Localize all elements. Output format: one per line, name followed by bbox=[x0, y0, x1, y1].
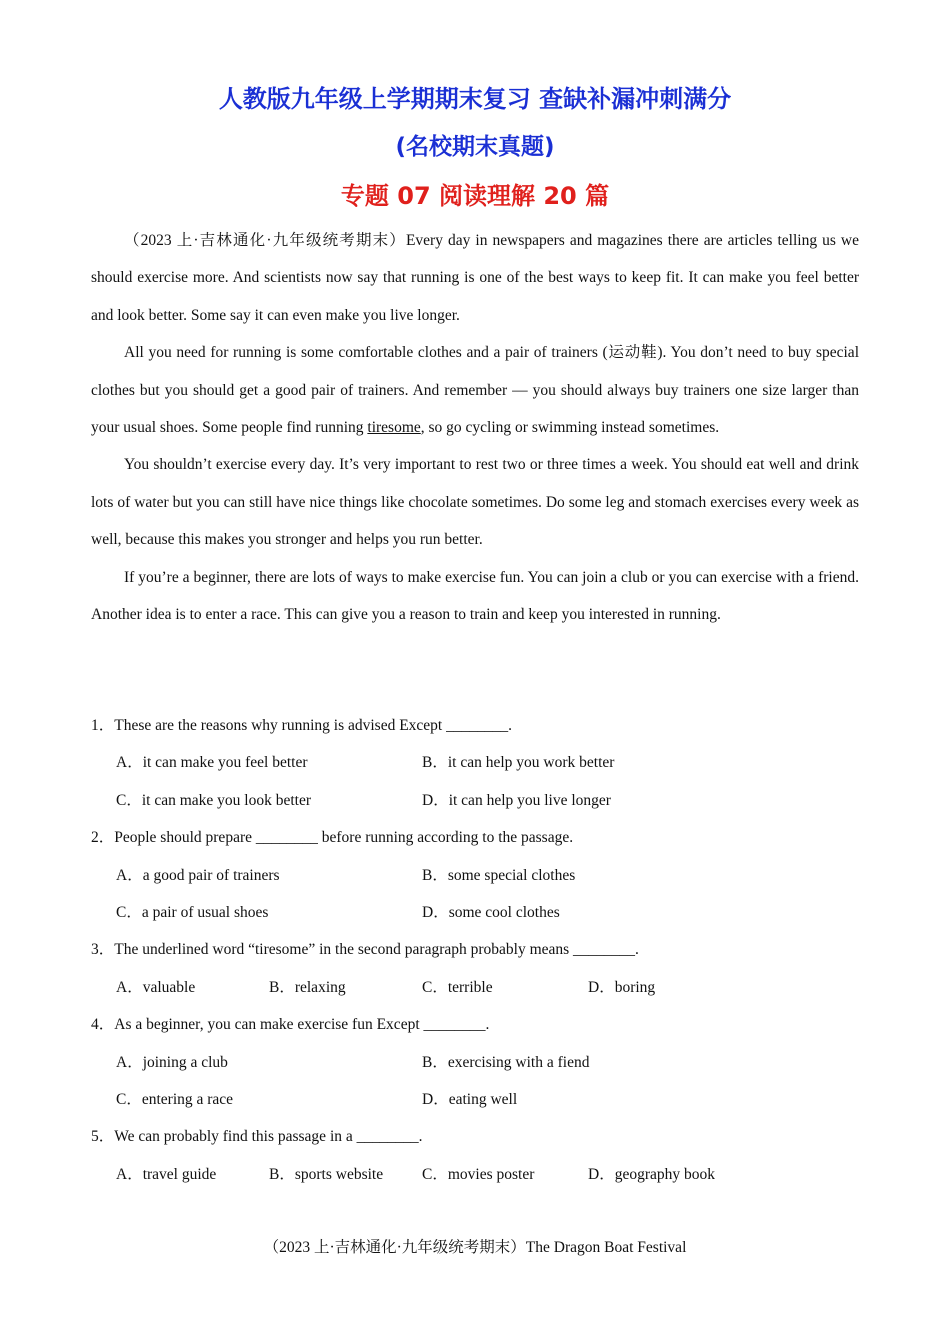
passage-paragraph-2 bbox=[91, 334, 859, 446]
question-2: 2．People should prepare ________ before running according to the passage. bbox=[91, 829, 574, 847]
option-a[interactable]: A．travel guide bbox=[116, 1165, 217, 1183]
underlined-word: tiresome bbox=[367, 419, 421, 437]
option-row bbox=[91, 894, 859, 931]
passage-paragraph-1: （2023 上·吉林通化·九年级统考期末）Every day in newspapers and magazines there are articles telling us we should exercise more. And scientists now say that running is one of the best ways to keep fit. It can make you feel better and look better. Some say it can even make you live longer. bbox=[91, 232, 859, 324]
question-1: 1．These are the reasons why running is advised Except ________. bbox=[91, 717, 512, 734]
option-d[interactable]: D．it can help you live longer bbox=[422, 791, 611, 809]
option-d[interactable]: D．eating well bbox=[422, 1091, 518, 1109]
option-d[interactable]: D．geography book bbox=[588, 1165, 715, 1183]
option-row bbox=[91, 782, 859, 819]
passage-paragraph-4: If you’re a beginner, there are lots of ways to make exercise fun. You can join a club or you can exercise with a friend. Another idea is to enter a race. This can give you a reason to train and keep you interested in running. bbox=[91, 568, 859, 624]
document-subtitle: (名校期末真题) bbox=[395, 134, 555, 160]
option-row bbox=[91, 744, 859, 781]
option-a[interactable]: A．valuable bbox=[116, 978, 196, 996]
option-b[interactable]: B．it can help you work better bbox=[422, 754, 615, 772]
paragraph-text: , so go cycling or swimming instead sometimes. bbox=[420, 419, 720, 437]
paragraph-text: All you need for running is some comfortable clothes and a pair of trainers (运动鞋). You don’t need to buy special clothes but you should get a good pair of trainers. And remember — you should always buy trainers one size larger than your usual shoes. Some people find running bbox=[91, 344, 859, 437]
option-row bbox=[91, 969, 859, 1006]
option-row bbox=[91, 1081, 859, 1118]
option-row bbox=[91, 857, 859, 894]
option-b[interactable]: B．sports website bbox=[269, 1165, 384, 1183]
option-c[interactable]: C．a pair of usual shoes bbox=[116, 904, 269, 922]
option-b[interactable]: B．some special clothes bbox=[422, 866, 576, 884]
question-3: 3．The underlined word “tiresome” in the second paragraph probably means ________. bbox=[91, 941, 639, 959]
option-b[interactable]: B．relaxing bbox=[269, 978, 346, 996]
option-c[interactable]: C．it can make you look better bbox=[116, 791, 311, 809]
option-a[interactable]: A．joining a club bbox=[116, 1053, 228, 1071]
option-a[interactable]: A．a good pair of trainers bbox=[116, 866, 280, 884]
option-a[interactable]: A．it can make you feel better bbox=[116, 754, 308, 772]
topic-title: 专题 07 阅读理解 20 篇 bbox=[340, 182, 610, 210]
question-4: 4．As a beginner, you can make exercise fun Except ________. bbox=[91, 1016, 490, 1034]
option-d[interactable]: D．boring bbox=[588, 978, 656, 996]
option-c[interactable]: C．entering a race bbox=[116, 1091, 234, 1109]
question-5: 5．We can probably find this passage in a ________. bbox=[91, 1128, 423, 1146]
passage-paragraph-3: You shouldn’t exercise every day. It’s very important to rest two or three times a week. You should eat well and drink lots of water but you can still have nice things like chocolate sometimes. Do some leg and stomach exercises every week as well, because this makes you stronger and helps you run better. bbox=[91, 456, 859, 549]
option-c[interactable]: C．terrible bbox=[422, 978, 493, 996]
option-b[interactable]: B．exercising with a fiend bbox=[422, 1053, 590, 1071]
option-row bbox=[91, 1156, 859, 1193]
option-c[interactable]: C．movies poster bbox=[422, 1165, 535, 1183]
document-title: 人教版九年级上学期期末复习 查缺补漏冲刺满分 bbox=[218, 85, 732, 113]
question-list bbox=[91, 707, 859, 1193]
option-row bbox=[91, 1044, 859, 1081]
next-passage-heading: （2023 上·吉林通化·九年级统考期末）The Dragon Boat Festival bbox=[263, 1239, 687, 1256]
reading-passage bbox=[91, 222, 859, 633]
option-d[interactable]: D．some cool clothes bbox=[422, 904, 560, 922]
